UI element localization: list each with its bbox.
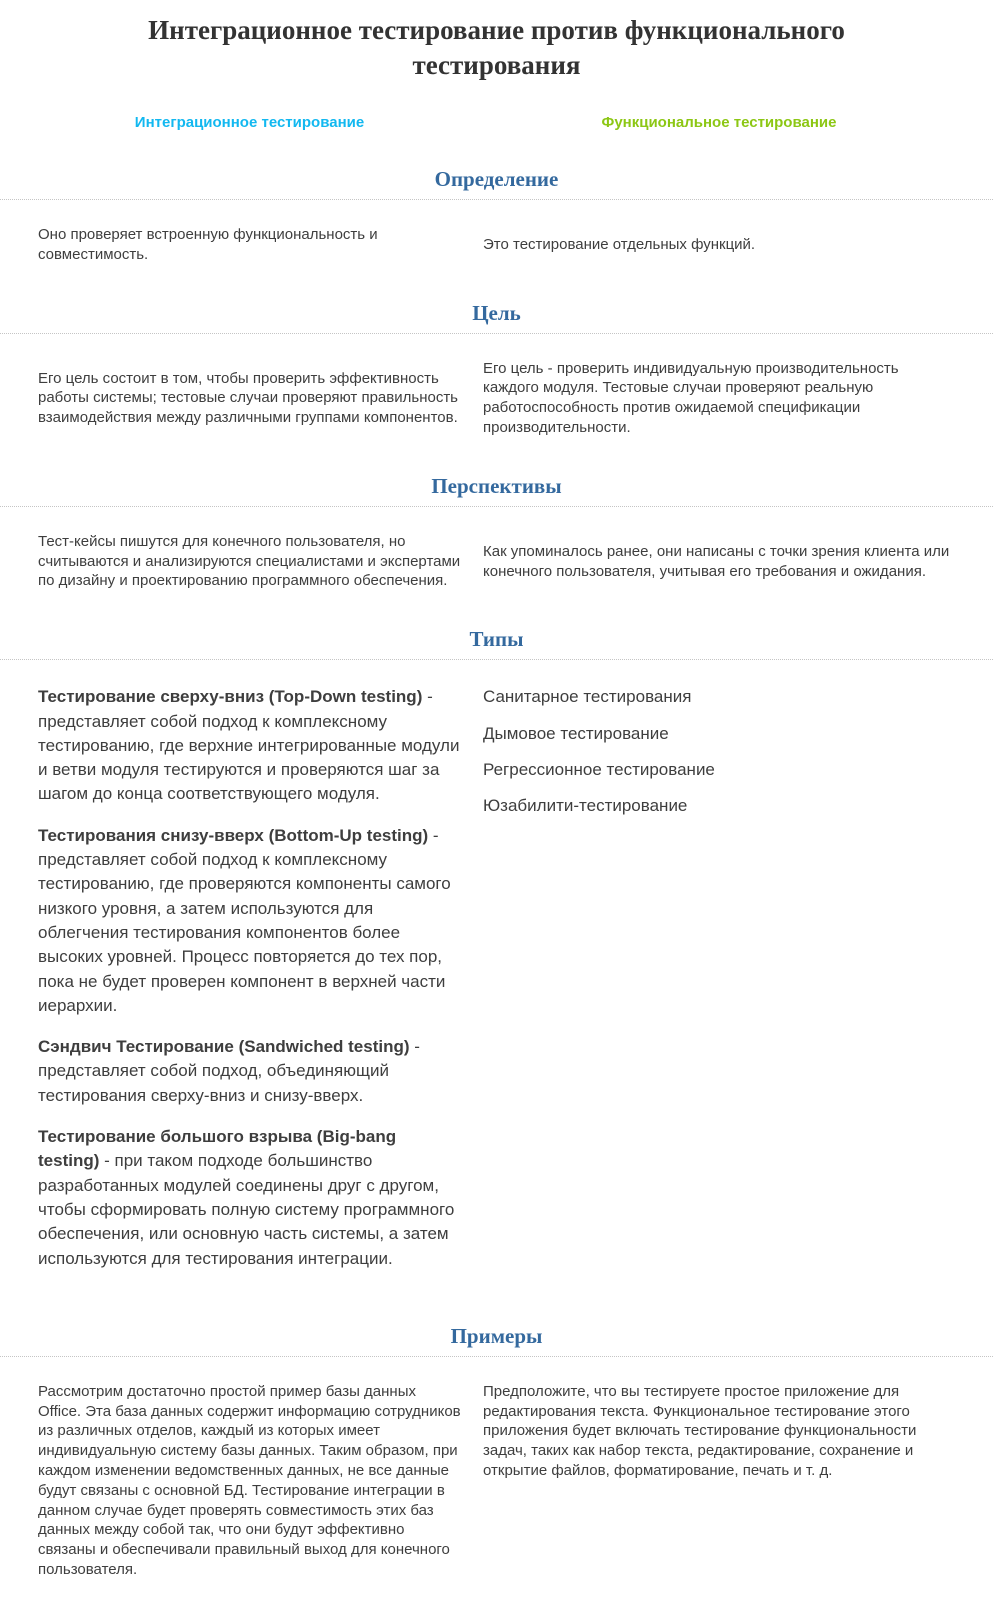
paragraph: Предположите, что вы тестируете простое приложение для редактирования текста. Функциональное тестирование этого приложения будет включать тестирование функциональности задач, таких как набор текста, редактирование, сохранение и открытие файлов, форматирование, печать и т. д. <box>483 1382 917 1479</box>
paragraph: Дымовое тестирование <box>483 723 669 743</box>
paragraph: Тестирование сверху-вниз (Top-Down testing) - представляет собой подход к комплексному тестированию, где верхние интегрированные модули и ветви модуля тестируются и проверяются шаг за шагом до конца соответствующего модуля. <box>38 687 460 804</box>
comparison-row <box>0 359 993 438</box>
column-header-functional: Функциональное тестирование <box>601 114 837 132</box>
paragraph: Санитарное тестирования <box>483 687 692 707</box>
integration-cell <box>38 1382 483 1580</box>
comparison-row <box>0 685 993 1288</box>
integration-cell <box>38 369 483 428</box>
paragraph-bold-lead: Тестирование большого взрыва (Big-bang testing) <box>38 1127 397 1171</box>
paragraph: Тестирование большого взрыва (Big-bang testing) - при таком подходе большинство разработанных модулей соединены друг с другом, чтобы сформировать полную систему программного обеспечения, или основную часть системы, а затем используются для тестирования интеграции. <box>38 1127 455 1268</box>
section-heading: Примеры <box>0 1324 993 1357</box>
section-heading: Перспективы <box>0 474 993 507</box>
integration-cell <box>38 532 483 591</box>
paragraph: Тестирования снизу-вверх (Bottom-Up testing) - представляет собой подход к комплексному тестированию, где проверяются компоненты самого низкого уровня, а затем используются для облегчения тестирования компонентов более высоких уровней. Процесс повторяется до тех пор, пока не будет проверен компонент в верхней части иерархии. <box>38 825 451 1015</box>
paragraph: Его цель - проверить индивидуальную производительность каждого модуля. Тестовые случаи проверяют реальную работоспособность против ожидаемой спецификации производительности. <box>483 359 899 437</box>
paragraph: Как упоминалось ранее, они написаны с точки зрения клиента или конечного пользователя, учитывая его требования и ожидания. <box>483 542 950 580</box>
section-5 <box>0 1324 993 1580</box>
paragraph: Его цель состоит в том, чтобы проверить эффективность работы системы; тестовые случаи проверяют правильность взаимодействия между различными группами компонентов. <box>38 369 458 427</box>
functional-cell <box>483 685 955 830</box>
functional-cell <box>483 542 955 582</box>
column-headers <box>0 114 993 131</box>
functional-cell <box>483 235 955 255</box>
paragraph-bold-lead: Тестирования снизу-вверх (Bottom-Up testing) <box>38 825 429 845</box>
paragraph: Это тестирование отдельных функций. <box>483 235 756 253</box>
integration-cell <box>38 685 483 1288</box>
paragraph: Регрессионное тестирование <box>483 759 715 779</box>
column-header-integration: Интеграционное тестирование <box>134 114 365 132</box>
paragraph: Тест-кейсы пишутся для конечного пользователя, но считываются и анализируются специалистами и экспертами по дизайну и проектированию программного обеспечения. <box>38 532 461 590</box>
paragraph-bold-lead: Сэндвич Тестирование (Sandwiched testing) <box>38 1037 410 1057</box>
section-2 <box>0 301 993 438</box>
paragraph: Рассмотрим достаточно простой пример базы данных Office. Эта база данных содержит информацию сотрудников из различных отделов, каждый из которых имеет индивидуальную систему базы данных. Таким образом, при каждом изменении ведомственных данных, не все данные будут связаны с основной БД. Тестирование интеграции в данном случае будет проверять совместимость этих баз данных между собой так, что они будут эффективно связаны и обеспечивали правильный выход для конечного пользователя. <box>38 1382 461 1578</box>
comparison-sections <box>0 167 993 1580</box>
comparison-row <box>0 532 993 591</box>
paragraph: Оно проверяет встроенную функциональность и совместимость. <box>38 226 378 263</box>
section-1 <box>0 167 993 265</box>
integration-cell <box>38 225 483 265</box>
section-heading: Цель <box>0 301 993 334</box>
comparison-row <box>0 225 993 265</box>
functional-cell <box>483 359 955 438</box>
paragraph: Сэндвич Тестирование (Sandwiched testing) - представляет собой подход, объединяющий тестирования сверху-вниз и снизу-вверх. <box>38 1037 420 1105</box>
paragraph: Юзабилити-тестирование <box>483 796 688 816</box>
section-4 <box>0 627 993 1288</box>
comparison-row <box>0 1382 993 1580</box>
page-title: Интеграционное тестирование против функционального тестирования <box>148 15 845 80</box>
functional-cell <box>483 1382 955 1481</box>
section-heading: Определение <box>0 167 993 200</box>
paragraph-bold-lead: Тестирование сверху-вниз (Top-Down testing) <box>38 687 423 707</box>
section-heading: Типы <box>0 627 993 660</box>
section-3 <box>0 474 993 591</box>
